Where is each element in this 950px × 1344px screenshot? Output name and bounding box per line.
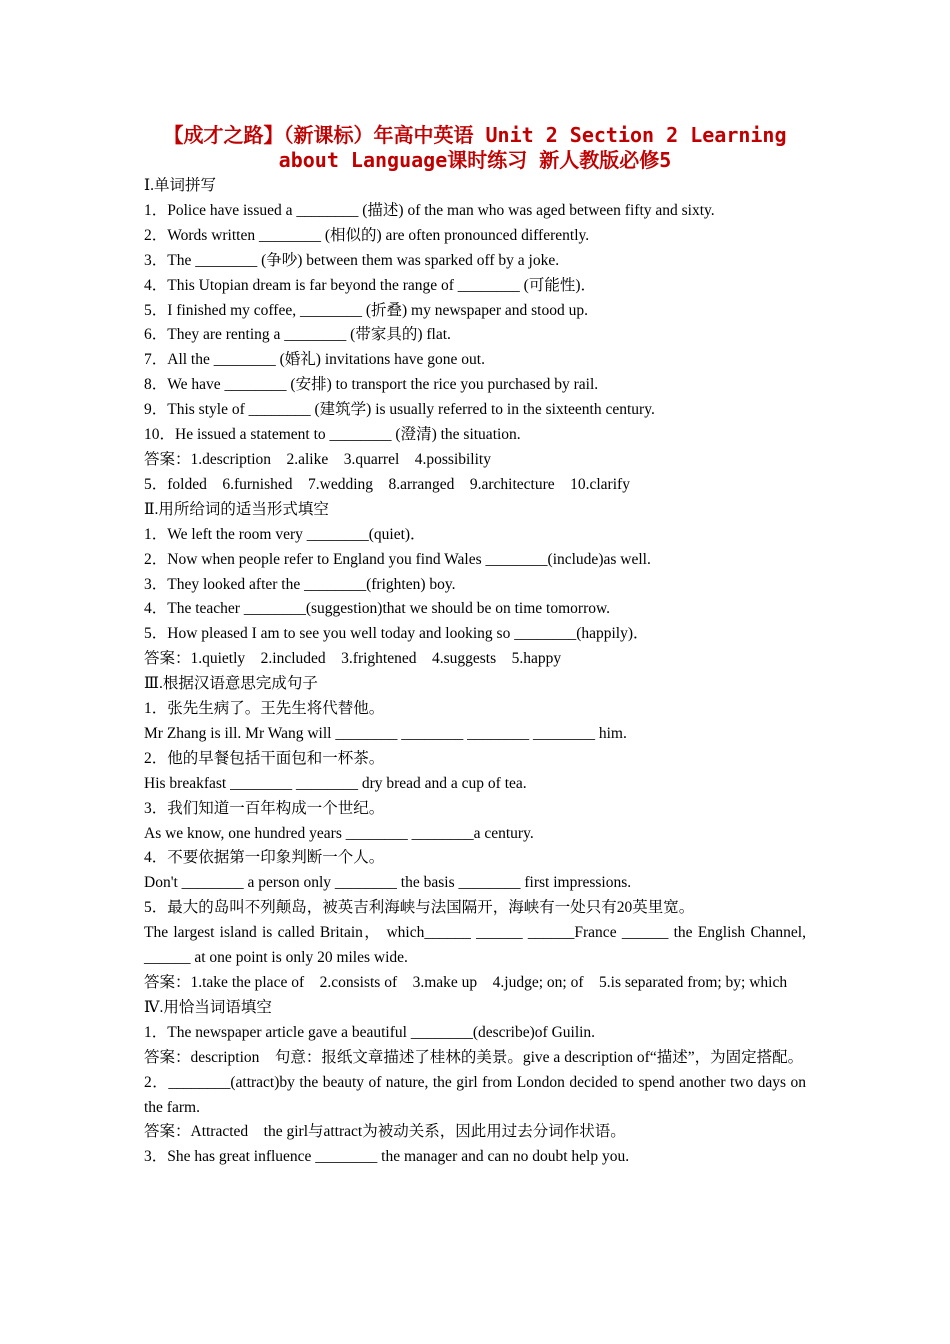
section-3-line: 3．我们知道一百年构成一个世纪。 bbox=[144, 799, 385, 817]
document-body bbox=[144, 174, 806, 1170]
section-1-item: 9．This style of ________ (建筑学) is usually referred to in the sixteenth century. bbox=[144, 401, 655, 419]
section-2-item: 1．We left the room very ________(quiet)． bbox=[144, 525, 426, 543]
section-1-answer-cont: 5．folded 6.furnished 7.wedding 8.arranged 9.architecture 10.clarify bbox=[144, 475, 630, 493]
section-2-answer: 答案：1.quietly 2.included 3.frightened 4.suggests 5.happy bbox=[144, 650, 562, 668]
section-4-question: 1．The newspaper article gave a beautiful ________(describe)of Guilin. bbox=[144, 1023, 596, 1041]
section-1-heading: Ⅰ.单词拼写 bbox=[144, 177, 216, 194]
section-4-answer: 答案：Attracted the girl与attract为被动关系，因此用过去分词作状语。 bbox=[144, 1123, 626, 1141]
title-line-1: 【成才之路】（新课标）年高中英语 Unit 2 Section 2 Learning bbox=[163, 123, 787, 147]
section-3-line: 1．张先生病了。王先生将代替他。 bbox=[144, 700, 385, 718]
section-3-line: 2．他的早餐包括干面包和一杯茶。 bbox=[144, 749, 385, 767]
section-3-heading: Ⅲ.根据汉语意思完成句子 bbox=[144, 675, 318, 693]
section-2-item: 5．How pleased I am to see you well today and looking so ________(happily)． bbox=[144, 625, 649, 643]
section-1-item: 8．We have ________ (安排) to transport the rice you purchased by rail. bbox=[144, 376, 599, 394]
section-1-item: 5．I finished my coffee, ________ (折叠) my newspaper and stood up. bbox=[144, 301, 588, 319]
section-2-item: 2．Now when people refer to England you find Wales ________(include)as well. bbox=[144, 550, 651, 568]
section-1-item: 3．The ________ (争吵) between them was sparked off by a joke. bbox=[144, 251, 560, 269]
section-3-line: Mr Zhang is ill. Mr Wang will ________ ________ ________ ________ him. bbox=[144, 724, 627, 742]
section-1-item: 2．Words written ________ (相似的) are often pronounced differently. bbox=[144, 226, 590, 244]
section-1-item: 4．This Utopian dream is far beyond the range of ________ (可能性)． bbox=[144, 276, 596, 294]
section-1-item: 10．He issued a statement to ________ (澄清) the situation. bbox=[144, 426, 521, 444]
section-1-item: 1．Police have issued a ________ (描述) of the man who was aged between fifty and sixty. bbox=[144, 201, 715, 219]
section-4-question: 2．________(attract)by the beauty of nature, the girl from London decided to spend another two days on the farm. bbox=[144, 1073, 806, 1116]
section-1-item: 7．All the ________ (婚礼) invitations have gone out. bbox=[144, 351, 485, 369]
title-line-2: about Language课时练习 新人教版必修5 bbox=[278, 148, 672, 172]
section-4-question: 3．She has great influence ________ the manager and can no doubt help you. bbox=[144, 1148, 630, 1166]
section-4-heading: Ⅳ.用恰当词语填空 bbox=[144, 998, 272, 1016]
document-title bbox=[120, 123, 830, 173]
section-2-heading: Ⅱ.用所给词的适当形式填空 bbox=[144, 500, 329, 518]
section-3-line: His breakfast ________ ________ dry bread and a cup of tea. bbox=[144, 774, 527, 792]
section-3-line: As we know, one hundred years ________ ________a century. bbox=[144, 824, 534, 842]
section-3-line: 5．最大的岛叫不列颠岛，被英吉利海峡与法国隔开，海峡有一处只有20英里宽。 bbox=[144, 899, 695, 917]
section-2-item: 3．They looked after the ________(frighten) boy. bbox=[144, 575, 456, 593]
section-1-item: 6．They are renting a ________ (带家具的) flat. bbox=[144, 326, 451, 344]
section-3-paragraph: The largest island is called Britain， which______ ______ ______France ______ the English Channel, ______ at one point is only 20 miles wide. bbox=[144, 924, 806, 967]
section-3-line: Don't ________ a person only ________ the basis ________ first impressions. bbox=[144, 874, 632, 892]
section-4-answer: 答案：description 句意：报纸文章描述了桂林的美景。give a description of“描述”，为固定搭配。 bbox=[144, 1048, 804, 1066]
section-3-line: 4．不要依据第一印象判断一个人。 bbox=[144, 849, 385, 867]
section-3-answer: 答案：1.take the place of 2.consists of 3.make up 4.judge; on; of 5.is separated from; by; which bbox=[144, 974, 788, 991]
section-1-answer: 答案：1.description 2.alike 3.quarrel 4.possibility bbox=[144, 450, 491, 468]
section-2-item: 4．The teacher ________(suggestion)that we should be on time tomorrow. bbox=[144, 600, 611, 618]
